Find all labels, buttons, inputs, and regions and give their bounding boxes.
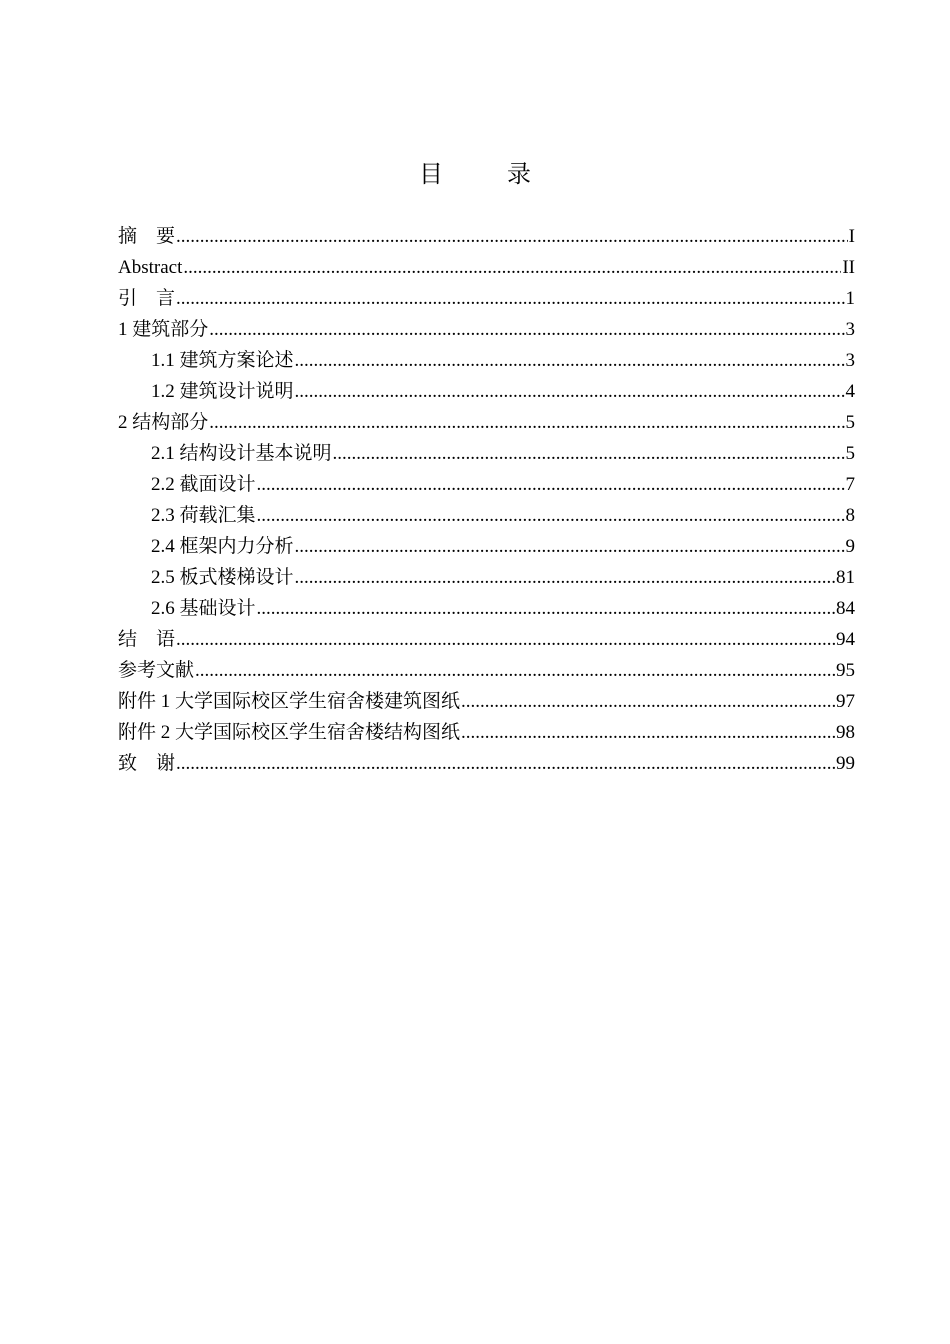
toc-entry[interactable]	[118, 438, 855, 469]
toc-entry[interactable]	[118, 345, 855, 376]
toc-entry[interactable]	[118, 407, 855, 438]
toc-dot-leader	[257, 500, 845, 531]
toc-entry[interactable]	[118, 376, 855, 407]
toc-entry-page-number: II	[842, 257, 855, 278]
toc-dot-leader	[333, 438, 845, 469]
toc-entry-page-number: 95	[836, 660, 855, 681]
toc-entry-page-number: 84	[836, 598, 855, 619]
toc-entry-page-number: I	[848, 226, 855, 247]
toc-entry-page-number: 81	[836, 567, 855, 588]
toc-dot-leader	[183, 252, 841, 283]
toc-entry[interactable]	[118, 531, 855, 562]
toc-title	[0, 158, 950, 190]
toc-entry-label: 2.3 荷载汇集	[151, 505, 256, 526]
toc-dot-leader	[295, 376, 845, 407]
toc-entry-page-number: 5	[845, 412, 855, 433]
toc-entry[interactable]	[118, 221, 855, 252]
toc-dot-leader	[209, 314, 844, 345]
toc-entry-page-number: 7	[845, 474, 855, 495]
toc-entry[interactable]	[118, 500, 855, 531]
toc-entry-page-number: 1	[845, 288, 855, 309]
toc-dot-leader	[257, 593, 835, 624]
toc-entry-page-number: 8	[845, 505, 855, 526]
toc-entry-label: 1.1 建筑方案论述	[151, 350, 294, 371]
toc-entry-label: 2.2 截面设计	[151, 474, 256, 495]
toc-entry[interactable]	[118, 624, 855, 655]
toc-entry-label: 致 谢	[118, 753, 176, 774]
toc-dot-leader	[295, 531, 845, 562]
toc-entry-label: 1.2 建筑设计说明	[151, 381, 294, 402]
toc-entry-label: 附件 2 大学国际校区学生宿舍楼结构图纸	[118, 722, 461, 743]
toc-entry-page-number: 3	[845, 319, 855, 340]
toc-entry[interactable]	[118, 469, 855, 500]
toc-dot-leader	[176, 283, 844, 314]
toc-entry[interactable]	[118, 686, 855, 717]
toc-entry-page-number: 97	[836, 691, 855, 712]
toc-entry-label: 1 建筑部分	[118, 319, 209, 340]
toc-entry-label: 摘 要	[118, 226, 176, 247]
toc-title-right: 录	[507, 160, 531, 188]
toc-entry-page-number: 98	[836, 722, 855, 743]
toc-entry[interactable]	[118, 314, 855, 345]
toc-title-left: 目	[419, 160, 443, 188]
toc-entry-page-number: 99	[836, 753, 855, 774]
toc-entry-label: 参考文献	[118, 660, 195, 681]
toc-dot-leader	[295, 562, 835, 593]
toc-dot-leader	[176, 221, 848, 252]
toc-entry-page-number: 94	[836, 629, 855, 650]
toc-entry[interactable]	[118, 655, 855, 686]
toc-entry-label: 2.6 基础设计	[151, 598, 256, 619]
toc-dot-leader	[461, 717, 835, 748]
toc-entry[interactable]	[118, 748, 855, 779]
toc-entry-page-number: 4	[845, 381, 855, 402]
toc-entry-label: 2 结构部分	[118, 412, 209, 433]
toc-entry-label: 2.4 框架内力分析	[151, 536, 294, 557]
table-of-contents	[118, 221, 855, 779]
toc-entry-label: 附件 1 大学国际校区学生宿舍楼建筑图纸	[118, 691, 461, 712]
toc-entry-label: 2.5 板式楼梯设计	[151, 567, 294, 588]
toc-entry-label: 引 言	[118, 288, 176, 309]
toc-entry[interactable]	[118, 593, 855, 624]
toc-entry-label: Abstract	[118, 257, 183, 278]
toc-dot-leader	[257, 469, 845, 500]
toc-dot-leader	[176, 748, 835, 779]
toc-dot-leader	[176, 624, 835, 655]
toc-entry-page-number: 3	[845, 350, 855, 371]
toc-entry[interactable]	[118, 283, 855, 314]
toc-entry[interactable]	[118, 717, 855, 748]
toc-entry-page-number: 5	[845, 443, 855, 464]
toc-dot-leader	[461, 686, 835, 717]
toc-entry[interactable]	[118, 562, 855, 593]
toc-dot-leader	[295, 345, 845, 376]
toc-entry-page-number: 9	[845, 536, 855, 557]
toc-entry-label: 结 语	[118, 629, 176, 650]
toc-dot-leader	[209, 407, 844, 438]
toc-dot-leader	[195, 655, 835, 686]
toc-entry-label: 2.1 结构设计基本说明	[151, 443, 332, 464]
toc-entry[interactable]	[118, 252, 855, 283]
